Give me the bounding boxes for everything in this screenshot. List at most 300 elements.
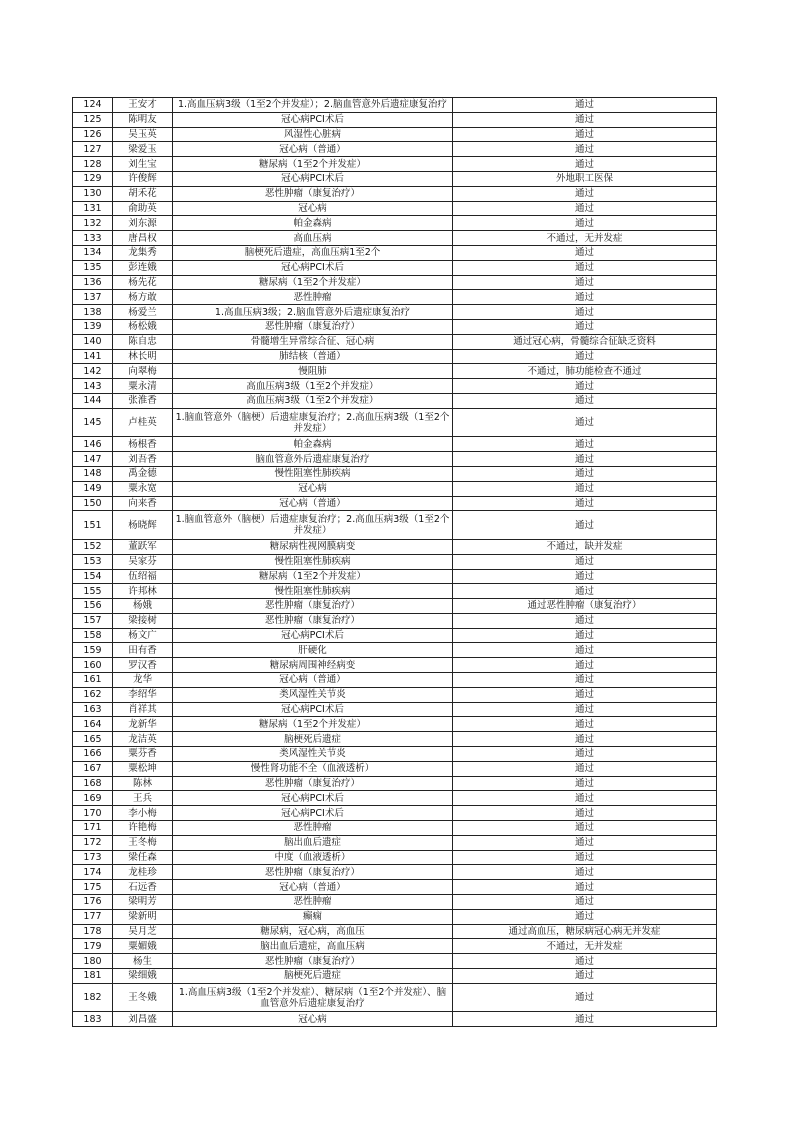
result-cell: 通过 (453, 186, 717, 201)
disease-cell: 冠心病（普通） (173, 142, 453, 157)
table-row (73, 613, 717, 628)
table-row (73, 924, 717, 939)
name-cell: 李绍华 (113, 687, 173, 702)
name-cell: 刘昌盛 (113, 1012, 173, 1027)
result-cell: 通过 (453, 245, 717, 260)
name-cell: 梁明芳 (113, 895, 173, 910)
row-number-cell: 163 (73, 702, 113, 717)
name-cell: 杨文广 (113, 628, 173, 643)
result-cell: 通过 (453, 821, 717, 836)
row-number-cell: 140 (73, 334, 113, 349)
result-cell: 通过 (453, 216, 717, 231)
result-cell: 通过 (453, 142, 717, 157)
table-row (73, 171, 717, 186)
row-number-cell: 171 (73, 821, 113, 836)
disease-cell: 冠心病PCI术后 (173, 791, 453, 806)
row-number-cell: 132 (73, 216, 113, 231)
table-row (73, 290, 717, 305)
result-cell: 通过 (453, 481, 717, 496)
result-cell: 通过 (453, 806, 717, 821)
row-number-cell: 170 (73, 806, 113, 821)
row-number-cell: 152 (73, 539, 113, 554)
row-number-cell: 134 (73, 245, 113, 260)
result-cell: 通过 (453, 275, 717, 290)
name-cell: 杨晓辉 (113, 511, 173, 540)
result-cell: 通过 (453, 658, 717, 673)
result-cell: 通过 (453, 349, 717, 364)
name-cell: 肖祥其 (113, 702, 173, 717)
result-cell: 通过 (453, 747, 717, 762)
row-number-cell: 151 (73, 511, 113, 540)
name-cell: 陈自忠 (113, 334, 173, 349)
table-row (73, 599, 717, 614)
table-row (73, 658, 717, 673)
table-row (73, 452, 717, 467)
disease-cell: 糖尿病性视网膜病变 (173, 539, 453, 554)
row-number-cell: 153 (73, 554, 113, 569)
disease-cell: 冠心病PCI术后 (173, 112, 453, 127)
disease-cell: 冠心病（普通） (173, 673, 453, 688)
name-cell: 张淮香 (113, 393, 173, 408)
name-cell: 向来香 (113, 496, 173, 511)
name-cell: 杨方敢 (113, 290, 173, 305)
result-cell: 通过高血压，糖尿病冠心病无并发症 (453, 924, 717, 939)
disease-cell: 脑梗死后遗症 (173, 969, 453, 984)
disease-cell: 冠心病（普通） (173, 496, 453, 511)
name-cell: 唐昌权 (113, 231, 173, 246)
table-row (73, 584, 717, 599)
table-row (73, 554, 717, 569)
row-number-cell: 166 (73, 747, 113, 762)
result-cell: 通过 (453, 260, 717, 275)
name-cell: 禹金德 (113, 466, 173, 481)
row-number-cell: 136 (73, 275, 113, 290)
disease-cell: 恶性肿瘤（康复治疗） (173, 599, 453, 614)
table-row (73, 186, 717, 201)
table-row (73, 880, 717, 895)
disease-cell: 中度（血液透析） (173, 850, 453, 865)
table-row (73, 687, 717, 702)
disease-cell: 冠心病PCI术后 (173, 628, 453, 643)
name-cell: 杨生 (113, 954, 173, 969)
disease-cell: 糖尿病（1至2个并发症） (173, 157, 453, 172)
row-number-cell: 148 (73, 466, 113, 481)
name-cell: 许俊辉 (113, 171, 173, 186)
row-number-cell: 183 (73, 1012, 113, 1027)
row-number-cell: 143 (73, 379, 113, 394)
row-number-cell: 137 (73, 290, 113, 305)
name-cell: 王冬梅 (113, 835, 173, 850)
disease-cell: 冠心病PCI术后 (173, 171, 453, 186)
result-cell: 通过 (453, 554, 717, 569)
disease-cell: 慢性阻塞性肺疾病 (173, 554, 453, 569)
result-cell: 外地职工医保 (453, 171, 717, 186)
name-cell: 粟松坤 (113, 761, 173, 776)
table-row (73, 275, 717, 290)
name-cell: 许邦林 (113, 584, 173, 599)
disease-cell: 冠心病（普通） (173, 880, 453, 895)
name-cell: 胡禾花 (113, 186, 173, 201)
result-cell: 通过 (453, 290, 717, 305)
disease-cell: 1.高血压病3级；2.脑血管意外后遗症康复治疗 (173, 305, 453, 320)
table-row (73, 364, 717, 379)
table-row (73, 821, 717, 836)
disease-cell: 冠心病PCI术后 (173, 702, 453, 717)
disease-cell: 恶性肿瘤 (173, 290, 453, 305)
table-row (73, 983, 717, 1012)
result-cell: 通过 (453, 127, 717, 142)
table-row (73, 305, 717, 320)
row-number-cell: 181 (73, 969, 113, 984)
result-cell: 通过 (453, 673, 717, 688)
table-row (73, 127, 717, 142)
name-cell: 杨松娥 (113, 319, 173, 334)
row-number-cell: 162 (73, 687, 113, 702)
disease-cell: 糖尿病（1至2个并发症） (173, 275, 453, 290)
name-cell: 董跃军 (113, 539, 173, 554)
result-cell: 通过 (453, 1012, 717, 1027)
table-row (73, 628, 717, 643)
disease-cell: 癫痫 (173, 909, 453, 924)
row-number-cell: 149 (73, 481, 113, 496)
result-cell: 通过 (453, 776, 717, 791)
row-number-cell: 128 (73, 157, 113, 172)
disease-cell: 脑出血后遗症，高血压病 (173, 939, 453, 954)
row-number-cell: 159 (73, 643, 113, 658)
row-number-cell: 135 (73, 260, 113, 275)
table-row (73, 393, 717, 408)
result-cell: 通过 (453, 393, 717, 408)
result-cell: 通过 (453, 865, 717, 880)
table-row (73, 865, 717, 880)
row-number-cell: 179 (73, 939, 113, 954)
table-row (73, 112, 717, 127)
row-number-cell: 180 (73, 954, 113, 969)
table-row (73, 747, 717, 762)
name-cell: 杨先花 (113, 275, 173, 290)
result-cell: 通过 (453, 496, 717, 511)
result-cell: 通过 (453, 643, 717, 658)
result-cell: 不通过，无并发症 (453, 231, 717, 246)
row-number-cell: 131 (73, 201, 113, 216)
name-cell: 林长明 (113, 349, 173, 364)
disease-cell: 恶性肿瘤（康复治疗） (173, 186, 453, 201)
table-row (73, 791, 717, 806)
row-number-cell: 129 (73, 171, 113, 186)
result-cell: 通过冠心病，骨髓综合征缺乏资料 (453, 334, 717, 349)
row-number-cell: 158 (73, 628, 113, 643)
result-cell: 通过 (453, 613, 717, 628)
row-number-cell: 130 (73, 186, 113, 201)
table-row (73, 761, 717, 776)
table-body (73, 98, 717, 1027)
result-cell: 通过 (453, 466, 717, 481)
disease-cell: 慢性肾功能不全（血液透析） (173, 761, 453, 776)
disease-cell: 冠心病PCI术后 (173, 806, 453, 821)
row-number-cell: 145 (73, 408, 113, 437)
name-cell: 梁细娥 (113, 969, 173, 984)
result-cell: 通过 (453, 569, 717, 584)
row-number-cell: 142 (73, 364, 113, 379)
row-number-cell: 167 (73, 761, 113, 776)
table-row (73, 216, 717, 231)
result-cell: 通过 (453, 880, 717, 895)
table-row (73, 319, 717, 334)
result-cell: 不通过，肺功能检查不通过 (453, 364, 717, 379)
name-cell: 粟芬香 (113, 747, 173, 762)
row-number-cell: 125 (73, 112, 113, 127)
table-row (73, 379, 717, 394)
row-number-cell: 139 (73, 319, 113, 334)
disease-cell: 1.高血压病3级（1至2个并发症）、糖尿病（1至2个并发症）、脑血管意外后遗症康复治疗 (173, 983, 453, 1012)
row-number-cell: 161 (73, 673, 113, 688)
table-row (73, 909, 717, 924)
name-cell: 陈明友 (113, 112, 173, 127)
name-cell: 杨根香 (113, 437, 173, 452)
disease-cell: 高血压病3级（1至2个并发症） (173, 379, 453, 394)
row-number-cell: 157 (73, 613, 113, 628)
name-cell: 王冬娥 (113, 983, 173, 1012)
row-number-cell: 172 (73, 835, 113, 850)
table-row (73, 98, 717, 113)
row-number-cell: 169 (73, 791, 113, 806)
name-cell: 杨娥 (113, 599, 173, 614)
disease-cell: 冠心病 (173, 481, 453, 496)
table-row (73, 1012, 717, 1027)
disease-cell: 糖尿病，冠心病，高血压 (173, 924, 453, 939)
disease-cell: 帕金森病 (173, 216, 453, 231)
row-number-cell: 150 (73, 496, 113, 511)
row-number-cell: 173 (73, 850, 113, 865)
disease-cell: 恶性肿瘤（康复治疗） (173, 613, 453, 628)
name-cell: 向翠梅 (113, 364, 173, 379)
result-cell: 通过 (453, 452, 717, 467)
row-number-cell: 177 (73, 909, 113, 924)
table-row (73, 142, 717, 157)
name-cell: 李小梅 (113, 806, 173, 821)
name-cell: 罗汉香 (113, 658, 173, 673)
result-cell: 通过 (453, 408, 717, 437)
result-cell: 通过 (453, 717, 717, 732)
result-cell: 通过 (453, 835, 717, 850)
disease-cell: 脑血管意外后遗症康复治疗 (173, 452, 453, 467)
row-number-cell: 178 (73, 924, 113, 939)
table-row (73, 157, 717, 172)
disease-cell: 冠心病 (173, 201, 453, 216)
row-number-cell: 165 (73, 732, 113, 747)
name-cell: 彭连娥 (113, 260, 173, 275)
name-cell: 龙华 (113, 673, 173, 688)
row-number-cell: 155 (73, 584, 113, 599)
row-number-cell: 141 (73, 349, 113, 364)
result-cell: 通过 (453, 909, 717, 924)
name-cell: 粟永清 (113, 379, 173, 394)
name-cell: 石远香 (113, 880, 173, 895)
table-row (73, 702, 717, 717)
table-row (73, 245, 717, 260)
name-cell: 俞助英 (113, 201, 173, 216)
result-cell: 通过 (453, 954, 717, 969)
name-cell: 卢桂英 (113, 408, 173, 437)
disease-cell: 恶性肿瘤（康复治疗） (173, 319, 453, 334)
name-cell: 龙新华 (113, 717, 173, 732)
name-cell: 刘生宝 (113, 157, 173, 172)
disease-cell: 恶性肿瘤（康复治疗） (173, 954, 453, 969)
disease-cell: 糖尿病（1至2个并发症） (173, 569, 453, 584)
name-cell: 刘东源 (113, 216, 173, 231)
disease-cell: 脑梗死后遗症，高血压病1至2个 (173, 245, 453, 260)
row-number-cell: 174 (73, 865, 113, 880)
result-cell: 通过 (453, 305, 717, 320)
disease-cell: 糖尿病（1至2个并发症） (173, 717, 453, 732)
name-cell: 粟媚娥 (113, 939, 173, 954)
disease-cell: 肺结核（普通） (173, 349, 453, 364)
row-number-cell: 133 (73, 231, 113, 246)
row-number-cell: 138 (73, 305, 113, 320)
result-cell: 通过 (453, 687, 717, 702)
result-cell: 通过 (453, 319, 717, 334)
result-cell: 不通过，缺并发症 (453, 539, 717, 554)
result-cell: 通过 (453, 437, 717, 452)
disease-cell: 帕金森病 (173, 437, 453, 452)
table-row (73, 201, 717, 216)
result-cell: 通过恶性肿瘤（康复治疗） (453, 599, 717, 614)
result-cell: 通过 (453, 157, 717, 172)
table-row (73, 334, 717, 349)
name-cell: 吴家芬 (113, 554, 173, 569)
disease-cell: 冠心病PCI术后 (173, 260, 453, 275)
table-row (73, 496, 717, 511)
name-cell: 粟永宽 (113, 481, 173, 496)
result-cell: 通过 (453, 791, 717, 806)
row-number-cell: 175 (73, 880, 113, 895)
disease-cell: 风湿性心脏病 (173, 127, 453, 142)
row-number-cell: 176 (73, 895, 113, 910)
table-row (73, 954, 717, 969)
name-cell: 吴月芝 (113, 924, 173, 939)
name-cell: 许艳梅 (113, 821, 173, 836)
result-cell: 不通过，无并发症 (453, 939, 717, 954)
result-cell: 通过 (453, 969, 717, 984)
disease-cell: 脑梗死后遗症 (173, 732, 453, 747)
row-number-cell: 146 (73, 437, 113, 452)
result-cell: 通过 (453, 702, 717, 717)
row-number-cell: 156 (73, 599, 113, 614)
name-cell: 田有香 (113, 643, 173, 658)
table-row (73, 466, 717, 481)
name-cell: 龙桂珍 (113, 865, 173, 880)
name-cell: 伍绍福 (113, 569, 173, 584)
table-row (73, 776, 717, 791)
row-number-cell: 147 (73, 452, 113, 467)
disease-cell: 高血压病 (173, 231, 453, 246)
table-row (73, 939, 717, 954)
name-cell: 刘吾香 (113, 452, 173, 467)
name-cell: 陈林 (113, 776, 173, 791)
disease-cell: 1.高血压病3级（1至2个并发症）；2.脑血管意外后遗症康复治疗 (173, 98, 453, 113)
table-row (73, 732, 717, 747)
result-cell: 通过 (453, 628, 717, 643)
disease-cell: 高血压病3级（1至2个并发症） (173, 393, 453, 408)
result-cell: 通过 (453, 379, 717, 394)
disease-cell: 恶性肿瘤 (173, 895, 453, 910)
row-number-cell: 164 (73, 717, 113, 732)
disease-cell: 类风湿性关节炎 (173, 687, 453, 702)
disease-cell: 1.脑血管意外（脑梗）后遗症康复治疗；2.高血压病3级（1至2个并发症） (173, 511, 453, 540)
name-cell: 龙洁英 (113, 732, 173, 747)
disease-cell: 肝硬化 (173, 643, 453, 658)
name-cell: 吴玉英 (113, 127, 173, 142)
table-row (73, 643, 717, 658)
table-row (73, 717, 717, 732)
row-number-cell: 160 (73, 658, 113, 673)
table-row (73, 481, 717, 496)
result-cell: 通过 (453, 983, 717, 1012)
result-cell: 通过 (453, 98, 717, 113)
result-cell: 通过 (453, 761, 717, 776)
row-number-cell: 127 (73, 142, 113, 157)
row-number-cell: 182 (73, 983, 113, 1012)
result-cell: 通过 (453, 112, 717, 127)
result-cell: 通过 (453, 584, 717, 599)
disease-cell: 糖尿病周围神经病变 (173, 658, 453, 673)
review-table (72, 97, 717, 1027)
name-cell: 梁任森 (113, 850, 173, 865)
disease-cell: 骨髓增生异常综合征、冠心病 (173, 334, 453, 349)
table-row (73, 511, 717, 540)
disease-cell: 慢性阻塞性肺疾病 (173, 584, 453, 599)
name-cell: 梁接树 (113, 613, 173, 628)
disease-cell: 脑出血后遗症 (173, 835, 453, 850)
row-number-cell: 144 (73, 393, 113, 408)
result-cell: 通过 (453, 732, 717, 747)
name-cell: 梁新明 (113, 909, 173, 924)
table-row (73, 673, 717, 688)
name-cell: 杨爱兰 (113, 305, 173, 320)
result-cell: 通过 (453, 511, 717, 540)
table-row (73, 806, 717, 821)
table-row (73, 895, 717, 910)
disease-cell: 类风湿性关节炎 (173, 747, 453, 762)
result-cell: 通过 (453, 850, 717, 865)
disease-cell: 恶性肿瘤（康复治疗） (173, 776, 453, 791)
table-row (73, 231, 717, 246)
table-row (73, 539, 717, 554)
name-cell: 王安才 (113, 98, 173, 113)
name-cell: 梁爱玉 (113, 142, 173, 157)
table-row (73, 349, 717, 364)
table-row (73, 437, 717, 452)
disease-cell: 恶性肿瘤（康复治疗） (173, 865, 453, 880)
table-row (73, 260, 717, 275)
table-row (73, 969, 717, 984)
row-number-cell: 124 (73, 98, 113, 113)
row-number-cell: 154 (73, 569, 113, 584)
disease-cell: 1.脑血管意外（脑梗）后遗症康复治疗；2.高血压病3级（1至2个并发症） (173, 408, 453, 437)
row-number-cell: 126 (73, 127, 113, 142)
table-row (73, 850, 717, 865)
disease-cell: 恶性肿瘤 (173, 821, 453, 836)
result-cell: 通过 (453, 895, 717, 910)
disease-cell: 冠心病 (173, 1012, 453, 1027)
table-row (73, 569, 717, 584)
name-cell: 龙集秀 (113, 245, 173, 260)
disease-cell: 慢性阻塞性肺疾病 (173, 466, 453, 481)
table-row (73, 408, 717, 437)
disease-cell: 慢阻肺 (173, 364, 453, 379)
result-cell: 通过 (453, 201, 717, 216)
row-number-cell: 168 (73, 776, 113, 791)
